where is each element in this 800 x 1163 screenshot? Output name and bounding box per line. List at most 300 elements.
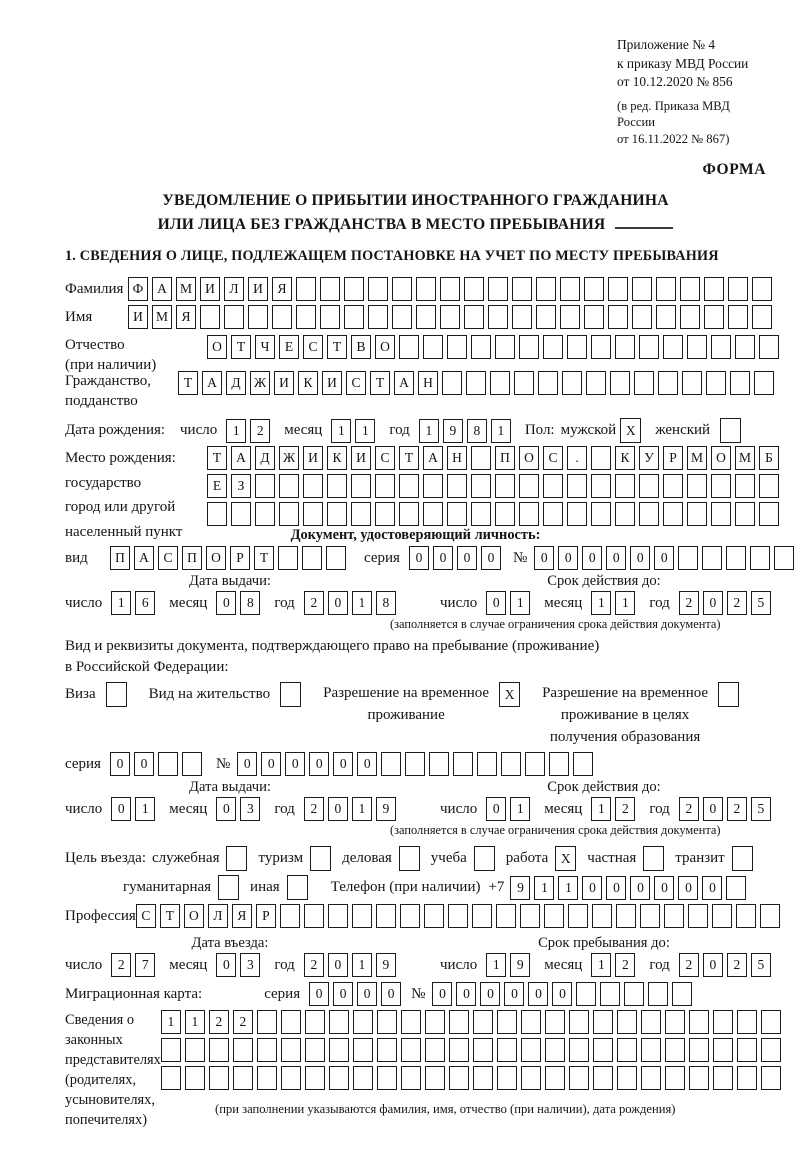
form-cell: 1 xyxy=(558,876,578,900)
form-cell xyxy=(663,335,683,359)
form-cell xyxy=(473,1010,493,1034)
form-cell xyxy=(678,546,698,570)
residence-doc-dates xyxy=(65,779,766,838)
form-cell xyxy=(424,904,444,928)
birthplace-label-line: государство xyxy=(65,474,142,491)
form-cell xyxy=(320,305,340,329)
form-cell: 0 xyxy=(432,982,452,1006)
form-cell: 0 xyxy=(558,546,578,570)
form-cell: 0 xyxy=(328,591,348,615)
option-residence-permit xyxy=(149,682,301,707)
form-cell xyxy=(639,502,659,526)
form-cell: 0 xyxy=(606,546,626,570)
form-cell: 1 xyxy=(510,591,530,615)
purpose-transit-checkbox xyxy=(732,846,753,871)
form-cell: 2 xyxy=(679,591,699,615)
form-cell xyxy=(608,277,628,301)
form-cell xyxy=(381,752,401,776)
form-cell xyxy=(399,335,419,359)
residence-doc-intro-line2: в Российской Федерации: xyxy=(65,659,229,676)
purpose-humanitarian-label: гуманитарная xyxy=(123,879,212,896)
form-cell xyxy=(560,305,580,329)
form-cell: 0 xyxy=(630,546,650,570)
form-cell xyxy=(303,502,323,526)
row-middlename xyxy=(65,335,766,374)
residence-valid-note: (заполняется в случае ограничения срока действия документа) xyxy=(390,823,721,838)
form-cell xyxy=(545,1010,565,1034)
form-cell: 0 xyxy=(357,982,377,1006)
birthplace-label-line: Место рождения: xyxy=(65,450,176,467)
form-cell xyxy=(706,371,726,395)
row-migration-card xyxy=(65,982,766,1006)
form-cell xyxy=(257,1010,277,1034)
form-cell xyxy=(248,305,268,329)
form-cell xyxy=(688,904,708,928)
phone-label: Телефон (при наличии) xyxy=(330,879,481,896)
form-cell: П xyxy=(110,546,130,570)
form-cell xyxy=(617,1066,637,1090)
firstname-boxes xyxy=(128,305,776,329)
form-cell xyxy=(562,371,582,395)
form-cell xyxy=(704,305,724,329)
form-cell xyxy=(495,335,515,359)
form-cell: 9 xyxy=(443,419,463,443)
form-cell xyxy=(736,904,756,928)
lastname-boxes xyxy=(128,277,776,301)
residence-permit-checkbox xyxy=(280,682,301,707)
purpose-tourism xyxy=(258,846,331,871)
form-cell xyxy=(567,474,587,498)
blank-underline xyxy=(615,227,673,229)
month-label: месяц xyxy=(169,956,208,973)
sex-label: Пол: xyxy=(524,422,555,439)
purpose-tourism-checkbox xyxy=(310,846,331,871)
form-cell: 9 xyxy=(376,797,396,821)
form-cell xyxy=(750,546,770,570)
purpose-private xyxy=(587,846,664,871)
form-cell: Я xyxy=(176,305,196,329)
form-cell: С xyxy=(346,371,366,395)
form-cell xyxy=(447,474,467,498)
form-cell xyxy=(592,904,612,928)
stay-month-boxes xyxy=(591,953,639,977)
form-cell: А xyxy=(394,371,414,395)
form-cell: 9 xyxy=(510,876,530,900)
form-cell xyxy=(464,277,484,301)
form-cell: 2 xyxy=(727,953,747,977)
form-cell xyxy=(161,1066,181,1090)
form-cell xyxy=(711,474,731,498)
form-cell: 2 xyxy=(304,953,324,977)
form-cell xyxy=(600,982,620,1006)
citizenship-label-line2: подданство xyxy=(65,393,138,410)
form-cell xyxy=(632,305,652,329)
form-cell xyxy=(672,982,692,1006)
visa-checkbox xyxy=(106,682,127,707)
form-cell: 0 xyxy=(528,982,548,1006)
form-cell: 1 xyxy=(226,419,246,443)
phone-prefix: +7 xyxy=(488,879,505,896)
representatives-label-line: усыновителях, xyxy=(65,1092,155,1109)
temp-permit-education-label-line: получения образования xyxy=(549,729,701,746)
form-cell xyxy=(726,546,746,570)
form-cell xyxy=(471,474,491,498)
row-residence-doc-series xyxy=(65,752,766,776)
form-cell xyxy=(497,1066,517,1090)
form-cell xyxy=(593,1038,613,1062)
form-cell xyxy=(233,1038,253,1062)
form-cell: 0 xyxy=(216,953,236,977)
month-label: месяц xyxy=(169,800,208,817)
form-cell: 3 xyxy=(240,797,260,821)
form-cell xyxy=(735,502,755,526)
form-cell: Е xyxy=(279,335,299,359)
birthplace-row3-boxes xyxy=(207,502,783,526)
doc-valid-year-boxes xyxy=(679,591,775,615)
form-cell xyxy=(375,502,395,526)
profession-label: Профессия xyxy=(65,907,136,924)
birthdate-day-label: число xyxy=(180,422,218,439)
form-cell xyxy=(624,982,644,1006)
form-cell xyxy=(682,371,702,395)
form-cell xyxy=(687,335,707,359)
form-cell: 0 xyxy=(381,982,401,1006)
form-cell xyxy=(544,904,564,928)
form-cell xyxy=(525,752,545,776)
form-cell xyxy=(632,277,652,301)
form-cell: 0 xyxy=(552,982,572,1006)
purpose-other xyxy=(250,875,308,900)
form-cell: О xyxy=(206,546,226,570)
form-cell: В xyxy=(351,335,371,359)
form-cell xyxy=(377,1010,397,1034)
temp-permit-label-line: Разрешение на временное xyxy=(323,685,490,702)
form-cell xyxy=(754,371,774,395)
form-cell: 1 xyxy=(352,591,372,615)
form-cell xyxy=(449,1010,469,1034)
doc-valid-day-boxes xyxy=(486,591,534,615)
form-cell: З xyxy=(231,474,251,498)
form-cell xyxy=(303,474,323,498)
form-cell: 0 xyxy=(703,797,723,821)
residence-issue-heading: Дата выдачи: xyxy=(189,779,271,796)
form-cell: 9 xyxy=(376,953,396,977)
form-cell xyxy=(488,277,508,301)
form-cell xyxy=(182,752,202,776)
migration-card-label: Миграционная карта: xyxy=(65,985,203,1002)
form-cell: 1 xyxy=(111,591,131,615)
form-cell xyxy=(209,1066,229,1090)
form-cell: О xyxy=(207,335,227,359)
entry-year-boxes xyxy=(304,953,400,977)
migration-series-boxes xyxy=(309,982,405,1006)
form-cell xyxy=(761,1038,781,1062)
representatives-note: (при заполнении указываются фамилия, имя, отчество (при наличии), дата рождения) xyxy=(215,1102,676,1117)
form-cell xyxy=(233,1066,253,1090)
doc-valid-note: (заполняется в случае ограничения срока действия документа) xyxy=(390,617,721,632)
form-cell xyxy=(512,305,532,329)
form-cell: 8 xyxy=(467,419,487,443)
form-cell: 9 xyxy=(510,953,530,977)
month-label: месяц xyxy=(544,594,583,611)
form-cell: С xyxy=(543,446,563,470)
form-cell xyxy=(616,904,636,928)
form-cell: Д xyxy=(255,446,275,470)
form-cell: 0 xyxy=(606,876,626,900)
form-cell xyxy=(543,474,563,498)
form-cell: 1 xyxy=(352,797,372,821)
purpose-humanitarian-checkbox xyxy=(218,875,239,900)
purpose-humanitarian xyxy=(123,875,239,900)
form-cell xyxy=(543,502,563,526)
residence-doc-intro xyxy=(65,636,766,678)
option-temp-permit-education xyxy=(542,682,739,748)
purpose-business-checkbox xyxy=(399,846,420,871)
form-cell: 2 xyxy=(111,953,131,977)
form-cell xyxy=(281,1066,301,1090)
doc-valid-row xyxy=(440,591,775,615)
form-cell xyxy=(711,502,731,526)
purpose-other-label: иная xyxy=(250,879,280,896)
citizenship-label xyxy=(65,371,178,411)
form-cell: И xyxy=(303,446,323,470)
form-cell: М xyxy=(687,446,707,470)
residence-permit-options xyxy=(65,682,766,748)
form-cell: 1 xyxy=(591,953,611,977)
form-cell: Б xyxy=(759,446,779,470)
doc-number-boxes xyxy=(534,546,798,570)
purpose-official-checkbox xyxy=(226,846,247,871)
visa-label: Виза xyxy=(65,686,96,703)
form-cell xyxy=(375,474,395,498)
form-cell: К xyxy=(327,446,347,470)
form-cell xyxy=(752,277,772,301)
form-cell: 1 xyxy=(534,876,554,900)
section1-heading: 1. СВЕДЕНИЯ О ЛИЦЕ, ПОДЛЕЖАЩЕМ ПОСТАНОВКЕ НА УЧЕТ ПО МЕСТУ ПРЕБЫВАНИЯ xyxy=(65,248,719,265)
form-cell: 1 xyxy=(491,419,511,443)
appendix-line: от 10.12.2020 № 856 xyxy=(617,74,733,89)
entry-stay-dates xyxy=(65,935,766,977)
temp-permit-education-label xyxy=(542,682,708,748)
form-cell xyxy=(401,1038,421,1062)
form-cell xyxy=(376,904,396,928)
form-cell: О xyxy=(711,446,731,470)
form-cell xyxy=(327,474,347,498)
form-cell xyxy=(401,1010,421,1034)
entry-date-row xyxy=(65,953,440,977)
form-cell xyxy=(759,502,779,526)
doc-issue-row xyxy=(65,591,440,615)
form-cell xyxy=(329,1038,349,1062)
identity-doc-heading: Документ, удостоверяющий личность: xyxy=(290,527,541,544)
form-cell: 2 xyxy=(679,797,699,821)
citizenship-label-line1: Гражданство, xyxy=(65,373,152,390)
form-cell xyxy=(591,502,611,526)
form-cell xyxy=(471,502,491,526)
form-cell xyxy=(584,305,604,329)
form-cell xyxy=(280,904,300,928)
citizenship-boxes xyxy=(178,371,778,395)
form-cell xyxy=(680,277,700,301)
form-cell xyxy=(761,1066,781,1090)
birthdate-day-boxes xyxy=(226,419,274,443)
form-cell: 0 xyxy=(486,591,506,615)
year-label: год xyxy=(649,956,670,973)
purpose-study-checkbox xyxy=(474,846,495,871)
form-cell xyxy=(519,502,539,526)
form-cell xyxy=(726,876,746,900)
form-cell xyxy=(224,305,244,329)
residence-number-boxes xyxy=(237,752,597,776)
form-cell xyxy=(569,1066,589,1090)
form-cell xyxy=(713,1010,733,1034)
form-cell xyxy=(400,904,420,928)
temp-permit-education-label-line: Разрешение на временное xyxy=(542,685,709,702)
form-cell xyxy=(305,1038,325,1062)
birthplace-box-rows xyxy=(207,446,783,530)
form-cell xyxy=(713,1066,733,1090)
form-cell xyxy=(689,1066,709,1090)
form-cell: 1 xyxy=(419,419,439,443)
form-cell xyxy=(320,277,340,301)
form-cell: 1 xyxy=(510,797,530,821)
form-cell: 0 xyxy=(630,876,650,900)
form-cell: 0 xyxy=(333,752,353,776)
form-cell: С xyxy=(158,546,178,570)
form-cell xyxy=(514,371,534,395)
form-cell xyxy=(538,371,558,395)
form-cell: 0 xyxy=(504,982,524,1006)
form-cell xyxy=(711,335,731,359)
form-cell: 8 xyxy=(376,591,396,615)
residence-series-boxes xyxy=(110,752,206,776)
form-cell xyxy=(497,1010,517,1034)
form-cell: Ч xyxy=(255,335,275,359)
form-cell xyxy=(344,277,364,301)
stay-until-block xyxy=(440,935,775,977)
form-cell xyxy=(658,371,678,395)
form-cell xyxy=(281,1038,301,1062)
doc-series-label: серия xyxy=(364,549,400,566)
purpose-label: Цель въезда: xyxy=(65,850,146,867)
form-cell xyxy=(663,474,683,498)
form-cell xyxy=(501,752,521,776)
form-cell xyxy=(351,474,371,498)
form-cell xyxy=(401,1066,421,1090)
form-cell xyxy=(639,335,659,359)
form-cell xyxy=(326,546,346,570)
day-label: число xyxy=(65,594,103,611)
form-cell xyxy=(352,904,372,928)
form-cell: О xyxy=(519,446,539,470)
form-cell: 0 xyxy=(534,546,554,570)
middlename-label xyxy=(65,335,207,375)
form-cell xyxy=(279,502,299,526)
form-cell xyxy=(416,305,436,329)
form-cell xyxy=(399,474,419,498)
form-cell xyxy=(656,305,676,329)
representatives-row2-boxes xyxy=(161,1038,785,1062)
birthdate-label: Дата рождения: xyxy=(65,422,166,439)
stay-year-boxes xyxy=(679,953,775,977)
row-firstname xyxy=(65,305,766,329)
form-cell: Т xyxy=(399,446,419,470)
form-cell: 3 xyxy=(240,953,260,977)
form-cell xyxy=(610,371,630,395)
form-cell: 0 xyxy=(703,953,723,977)
form-cell xyxy=(466,371,486,395)
residence-series-label: серия xyxy=(65,755,101,772)
form-cell xyxy=(728,277,748,301)
form-cell xyxy=(617,1010,637,1034)
form-cell xyxy=(296,277,316,301)
form-cell: 5 xyxy=(751,953,771,977)
form-cell xyxy=(425,1038,445,1062)
form-cell: Н xyxy=(418,371,438,395)
representatives-labels xyxy=(65,1010,161,1130)
form-cell xyxy=(302,546,322,570)
form-cell xyxy=(641,1066,661,1090)
form-cell: Т xyxy=(207,446,227,470)
birthdate-year-label: год xyxy=(389,422,410,439)
form-cell: С xyxy=(375,446,395,470)
form-cell: И xyxy=(200,277,220,301)
form-cell: Я xyxy=(232,904,252,928)
form-cell xyxy=(586,371,606,395)
amendment-line: (в ред. Приказа МВД России xyxy=(617,98,730,130)
form-cell xyxy=(648,982,668,1006)
form-cell xyxy=(185,1066,205,1090)
form-cell: Ф xyxy=(128,277,148,301)
form-cell: 1 xyxy=(161,1010,181,1034)
purpose-work-checkbox: X xyxy=(555,846,576,871)
form-cell: Т xyxy=(254,546,274,570)
residence-permit-label: Вид на жительство xyxy=(148,686,271,703)
form-cell: 0 xyxy=(261,752,281,776)
year-label: год xyxy=(274,956,295,973)
form-cell xyxy=(512,277,532,301)
form-cell xyxy=(477,752,497,776)
doc-issue-block xyxy=(65,573,440,632)
form-cell: 1 xyxy=(591,797,611,821)
form-cell: У xyxy=(639,446,659,470)
purpose-work xyxy=(506,846,577,871)
form-cell: Р xyxy=(663,446,683,470)
form-cell xyxy=(641,1038,661,1062)
form-cell: 0 xyxy=(309,982,329,1006)
purpose-work-label: работа xyxy=(505,850,549,867)
form-cell: 0 xyxy=(654,546,674,570)
form-cell xyxy=(296,305,316,329)
purpose-transit-label: транзит xyxy=(675,850,725,867)
doc-issue-month-boxes xyxy=(216,591,264,615)
form-cell xyxy=(257,1066,277,1090)
row-representatives xyxy=(65,1010,766,1130)
form-cell xyxy=(425,1010,445,1034)
form-cell: 0 xyxy=(480,982,500,1006)
form-cell xyxy=(560,277,580,301)
day-label: число xyxy=(440,594,478,611)
form-cell xyxy=(567,335,587,359)
day-label: число xyxy=(65,956,103,973)
row-lastname xyxy=(65,277,766,301)
form-cell xyxy=(392,305,412,329)
temp-permit-label xyxy=(323,682,489,726)
form-cell xyxy=(615,335,635,359)
form-cell: 0 xyxy=(134,752,154,776)
doc-valid-block xyxy=(390,573,775,632)
form-cell: 0 xyxy=(357,752,377,776)
